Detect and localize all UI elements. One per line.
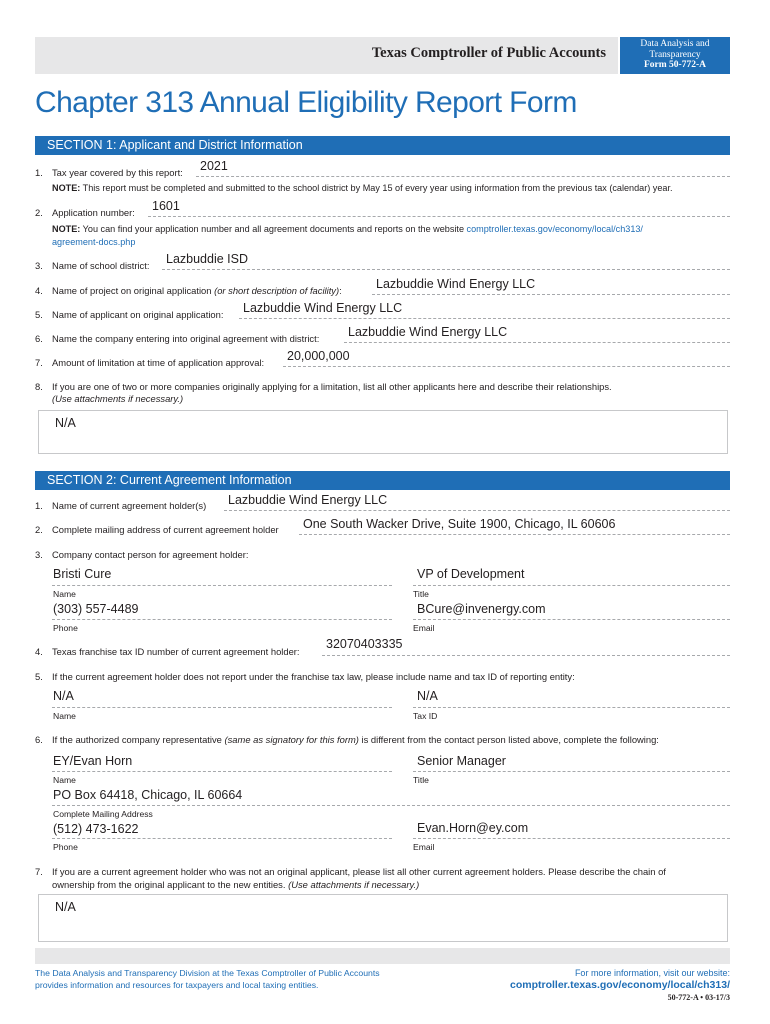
ownership-chain-box[interactable]: N/A [38,894,728,942]
tax-year-field[interactable]: 2021 [200,159,228,173]
footer-description: The Data Analysis and Transparency Division at the Texas Comptroller of Public Accounts provides information and resources for taxpayers and local taxing entities. [35,968,380,990]
rep-email-field[interactable]: Evan.Horn@ey.com [417,821,529,835]
form-id-box [620,37,730,74]
franchise-tax-id-field[interactable]: 32070403335 [326,637,403,651]
contact-email-label: Email [413,623,435,633]
reporting-entity-name-field[interactable]: N/A [53,689,74,703]
ch313-link[interactable]: comptroller.texas.gov/economy/local/ch313/ [466,224,643,234]
footer-url-link[interactable]: comptroller.texas.gov/economy/local/ch313/ [509,979,730,991]
rep-name-field[interactable]: EY/Evan Horn [53,754,133,768]
header-band [35,37,618,74]
section-2-heading: SECTION 2: Current Agreement Information [35,471,730,490]
contact-name-label: Name [53,589,76,599]
rep-address-field[interactable]: PO Box 64418, Chicago, IL 60664 [53,788,243,802]
other-applicants-box[interactable]: N/A [38,410,728,454]
rep-email-label: Email [413,842,435,852]
school-district-field[interactable]: Lazbuddie ISD [166,252,249,266]
contact-phone-label: Phone [53,623,78,633]
original-applicant-field[interactable]: Lazbuddie Wind Energy LLC [243,301,403,315]
rep-address-label: Complete Mailing Address [53,809,153,819]
application-number-field[interactable]: 1601 [152,199,180,213]
mailing-address-field[interactable]: One South Wacker Drive, Suite 1900, Chicago, IL 60606 [303,517,616,531]
rep-name-label: Name [53,775,76,785]
form-number: Form 50-772-A [644,60,706,70]
rep-title-field[interactable]: Senior Manager [417,754,506,768]
agreement-company-field[interactable]: Lazbuddie Wind Energy LLC [348,325,508,339]
agreement-docs-link[interactable]: agreement-docs.php [52,237,136,247]
footer-form-code: 50-772-A • 03-17/3 [667,993,730,1002]
contact-title-label: Title [413,589,429,599]
rep-phone-label: Phone [53,842,78,852]
reporting-entity-taxid-label: Tax ID [413,711,438,721]
s1-q8-italic: (Use attachments if necessary.) [52,393,184,404]
agency-name: Texas Comptroller of Public Accounts [371,45,606,61]
contact-name-field[interactable]: Bristi Cure [53,567,112,581]
reporting-entity-taxid-field[interactable]: N/A [417,689,438,703]
contact-title-field[interactable]: VP of Development [417,567,525,581]
rep-phone-field[interactable]: (512) 473-1622 [53,822,139,836]
s1-note-1: NOTE: This report must be completed and submitted to the school district by May 15 of every year using information from the previous tax (calendar) year. [52,183,673,193]
section-1-heading: SECTION 1: Applicant and District Information [35,136,730,155]
contact-email-field[interactable]: BCure@invenergy.com [417,602,546,616]
footer-band [35,948,730,964]
agreement-holder-field[interactable]: Lazbuddie Wind Energy LLC [228,493,388,507]
division-line-1: Data Analysis and [640,39,710,49]
footer-website: For more information, visit our website: comptroller.texas.gov/economy/local/ch313/ [509,968,730,991]
project-name-field[interactable]: Lazbuddie Wind Energy LLC [376,277,536,291]
contact-phone-field[interactable]: (303) 557-4489 [53,602,139,616]
division-line-2: Transparency [649,49,701,60]
s2-q7-line2: ownership from the original applicant to the new entities. (Use attachments if necessary.) [52,879,420,890]
page-title: Chapter 313 Annual Eligibility Report Form [35,86,577,119]
rep-title-label: Title [413,775,429,785]
limitation-amount-field[interactable]: 20,000,000 [287,349,350,363]
reporting-entity-name-label: Name [53,711,76,721]
s1-note-2: NOTE: You can find your application number and all agreement documents and reports on the website comptroller.texas.gov/economy/local/ch313/ agreement-docs.php [52,224,643,247]
